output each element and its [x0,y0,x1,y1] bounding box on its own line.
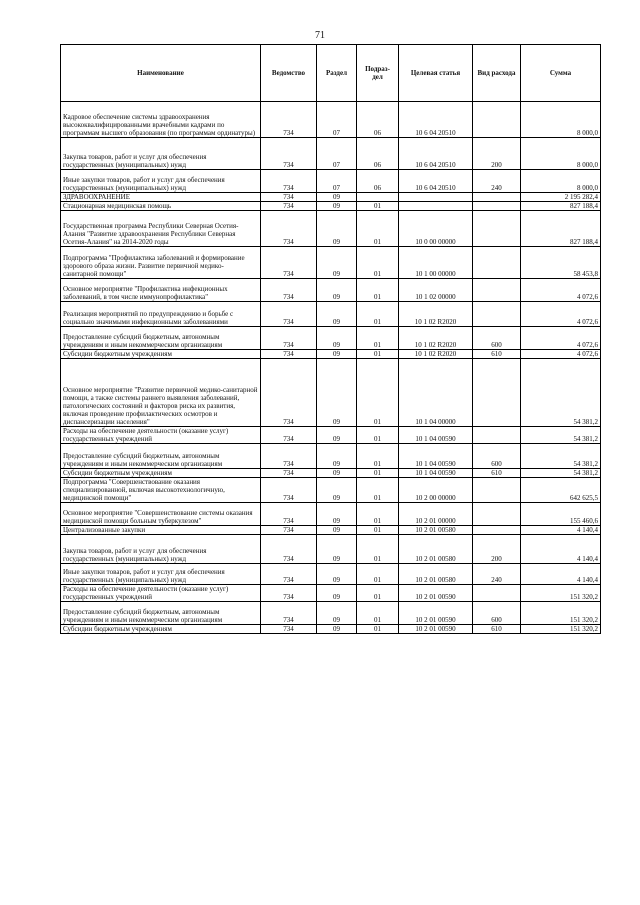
row-section: 09 [317,350,357,359]
row-subsection: 01 [357,327,399,350]
row-name: Кадровое обеспечение системы здравоохранения высококвалифицированными врачебными кадрами по программам высшего образования (по программам ординатуры) [61,102,261,138]
row-expense-type: 200 [473,138,521,170]
table-header-row [61,45,601,102]
row-name: Иные закупки товаров, работ и услуг для обеспечения государственных (муниципальных) нужд [61,564,261,585]
table-row [61,585,601,602]
row-department: 734 [261,602,317,625]
row-subsection [357,193,399,202]
row-sum: 827 188,4 [521,211,601,247]
row-expense-type [473,526,521,535]
row-subsection: 01 [357,564,399,585]
row-section: 09 [317,202,357,211]
row-department: 734 [261,202,317,211]
row-sum: 151 320,2 [521,585,601,602]
row-target-article: 10 1 04 00590 [399,444,473,469]
header-sum: Сумма [521,45,601,102]
table-row [61,564,601,585]
row-department: 734 [261,564,317,585]
row-name: Иные закупки товаров, работ и услуг для обеспечения государственных (муниципальных) нужд [61,170,261,193]
row-department: 734 [261,279,317,302]
row-expense-type: 610 [473,469,521,478]
row-sum: 54 381,2 [521,469,601,478]
table-row [61,602,601,625]
row-expense-type [473,503,521,526]
row-target-article: 10 2 01 00590 [399,625,473,634]
row-department: 734 [261,211,317,247]
row-sum: 151 320,2 [521,625,601,634]
row-subsection: 01 [357,444,399,469]
row-department: 734 [261,526,317,535]
row-expense-type [473,302,521,327]
row-department: 734 [261,478,317,503]
row-section: 09 [317,444,357,469]
header-section: Раздел [317,45,357,102]
row-subsection: 01 [357,478,399,503]
row-section: 09 [317,193,357,202]
row-section: 09 [317,427,357,444]
row-subsection: 01 [357,427,399,444]
row-expense-type: 600 [473,327,521,350]
row-name: Подпрограмма "Совершенствование оказания специализированной, включая высокотехнологичную, медицинской помощи" [61,478,261,503]
row-name: Расходы на обеспечение деятельности (оказание услуг) государственных учреждений [61,427,261,444]
row-sum: 4 140,4 [521,526,601,535]
page-number: 71 [315,30,325,41]
row-section: 09 [317,526,357,535]
row-subsection: 01 [357,302,399,327]
row-subsection: 01 [357,202,399,211]
row-section: 09 [317,478,357,503]
row-expense-type [473,193,521,202]
row-subsection: 01 [357,503,399,526]
row-target-article: 10 1 02 00000 [399,279,473,302]
row-name: Стационарная медицинская помощь [61,202,261,211]
row-section: 09 [317,279,357,302]
row-expense-type [473,478,521,503]
row-subsection: 01 [357,359,399,427]
row-section: 09 [317,602,357,625]
row-target-article: 10 1 02 R2020 [399,350,473,359]
row-target-article: 10 2 00 00000 [399,478,473,503]
row-department: 734 [261,247,317,279]
row-expense-type [473,211,521,247]
row-department: 734 [261,535,317,564]
row-department: 734 [261,193,317,202]
row-name: Основное мероприятие "Развитие первичной медико-санитарной помощи, а также системы раннего выявления заболеваний, патологических состояний и факторов риска их развития, включая проведение профилактических осмотров и диспансеризации населения" [61,359,261,427]
table-row [61,302,601,327]
row-name: Субсидии бюджетным учреждениям [61,350,261,359]
row-sum: 151 320,2 [521,602,601,625]
row-section: 09 [317,625,357,634]
row-sum: 4 072,6 [521,327,601,350]
row-subsection: 06 [357,102,399,138]
row-department: 734 [261,359,317,427]
table-row [61,444,601,469]
row-expense-type [473,202,521,211]
table-row [61,478,601,503]
row-subsection: 06 [357,138,399,170]
row-sum: 54 381,2 [521,359,601,427]
row-target-article [399,193,473,202]
header-subsection: Подраз- дел [357,45,399,102]
row-expense-type: 600 [473,602,521,625]
row-sum: 4 072,6 [521,279,601,302]
row-sum: 827 188,4 [521,202,601,211]
row-subsection: 01 [357,211,399,247]
row-section: 07 [317,138,357,170]
table-row [61,535,601,564]
row-sum: 4 140,4 [521,564,601,585]
row-target-article: 10 6 04 20510 [399,102,473,138]
row-name: Централизованные закупки [61,526,261,535]
row-subsection: 01 [357,585,399,602]
row-department: 734 [261,102,317,138]
row-target-article: 10 1 04 00590 [399,469,473,478]
row-expense-type [473,585,521,602]
row-section: 09 [317,564,357,585]
row-name: Закупка товаров, работ и услуг для обеспечения государственных (муниципальных) нужд [61,138,261,170]
table-row [61,138,601,170]
table-row [61,327,601,350]
row-target-article: 10 2 01 00580 [399,526,473,535]
row-expense-type [473,247,521,279]
row-subsection: 01 [357,247,399,279]
row-department: 734 [261,503,317,526]
row-subsection: 01 [357,625,399,634]
row-target-article: 10 6 04 20510 [399,138,473,170]
row-section: 09 [317,359,357,427]
row-name: ЗДРАВООХРАНЕНИЕ [61,193,261,202]
row-sum: 642 625,5 [521,478,601,503]
row-target-article: 10 2 01 00580 [399,535,473,564]
row-name: Реализация мероприятий по предупреждению и борьбе с социально значимыми инфекционными заболеваниями [61,302,261,327]
row-name: Предоставление субсидий бюджетным, автономным учреждениям и иным некоммерческим организациям [61,602,261,625]
row-expense-type: 610 [473,350,521,359]
row-target-article: 10 1 02 R2020 [399,327,473,350]
budget-table [60,44,601,634]
row-expense-type: 240 [473,170,521,193]
row-target-article: 10 1 04 00590 [399,427,473,444]
row-target-article: 10 2 01 00590 [399,585,473,602]
row-department: 734 [261,138,317,170]
row-name: Закупка товаров, работ и услуг для обеспечения государственных (муниципальных) нужд [61,535,261,564]
table-row [61,427,601,444]
row-expense-type: 610 [473,625,521,634]
table-row [61,503,601,526]
row-department: 734 [261,469,317,478]
row-name: Субсидии бюджетным учреждениям [61,469,261,478]
header-target-article: Целевая статья [399,45,473,102]
row-subsection: 01 [357,526,399,535]
table-row [61,625,601,634]
row-target-article: 10 1 04 00000 [399,359,473,427]
row-department: 734 [261,170,317,193]
row-section: 09 [317,469,357,478]
row-target-article: 10 6 04 20510 [399,170,473,193]
row-section: 09 [317,327,357,350]
row-sum: 4 072,6 [521,350,601,359]
row-subsection: 01 [357,535,399,564]
row-section: 09 [317,247,357,279]
row-sum: 54 381,2 [521,444,601,469]
table-row [61,350,601,359]
row-expense-type [473,102,521,138]
row-target-article: 10 0 00 00000 [399,211,473,247]
row-sum: 2 195 282,4 [521,193,601,202]
row-sum: 4 072,6 [521,302,601,327]
row-section: 09 [317,503,357,526]
header-expense-type: Вид расхода [473,45,521,102]
row-sum: 8 000,0 [521,138,601,170]
row-sum: 8 000,0 [521,102,601,138]
table-row [61,279,601,302]
row-target-article: 10 1 00 00000 [399,247,473,279]
row-target-article: 10 2 01 00580 [399,564,473,585]
row-name: Предоставление субсидий бюджетным, автономным учреждениям и иным некоммерческим организациям [61,327,261,350]
table-row [61,202,601,211]
header-name: Наименование [61,45,261,102]
row-subsection: 06 [357,170,399,193]
row-expense-type: 240 [473,564,521,585]
row-target-article: 10 1 02 R2020 [399,302,473,327]
row-name: Расходы на обеспечение деятельности (оказание услуг) государственных учреждений [61,585,261,602]
table-row [61,359,601,427]
row-target-article [399,202,473,211]
row-section: 09 [317,585,357,602]
row-department: 734 [261,302,317,327]
row-name: Основное мероприятие "Совершенствование системы оказания медицинской помощи больным туберкулезом" [61,503,261,526]
row-department: 734 [261,427,317,444]
row-section: 07 [317,170,357,193]
row-target-article: 10 2 01 00590 [399,602,473,625]
row-name: Субсидии бюджетным учреждениям [61,625,261,634]
row-department: 734 [261,327,317,350]
row-sum: 58 453,8 [521,247,601,279]
row-expense-type: 200 [473,535,521,564]
row-sum: 155 460,6 [521,503,601,526]
row-subsection: 01 [357,469,399,478]
row-subsection: 01 [357,602,399,625]
table-row [61,211,601,247]
table-row [61,469,601,478]
row-name: Государственная программа Республики Северная Осетия-Алания "Развитие здравоохранения Республики Северная Осетия-Алания" на 2014-2020 годы [61,211,261,247]
row-name: Основное мероприятие "Профилактика инфекционных заболеваний, в том числе иммунопрофилактика" [61,279,261,302]
table-row [61,193,601,202]
row-subsection: 01 [357,279,399,302]
row-sum: 54 381,2 [521,427,601,444]
row-department: 734 [261,444,317,469]
row-expense-type [473,279,521,302]
table-row [61,526,601,535]
row-department: 734 [261,625,317,634]
row-sum: 4 140,4 [521,535,601,564]
row-section: 09 [317,211,357,247]
table-row [61,170,601,193]
row-expense-type [473,359,521,427]
row-subsection: 01 [357,350,399,359]
row-expense-type: 600 [473,444,521,469]
row-expense-type [473,427,521,444]
row-name: Предоставление субсидий бюджетным, автономным учреждениям и иным некоммерческим организациям [61,444,261,469]
row-department: 734 [261,585,317,602]
row-name: Подпрограмма "Профилактика заболеваний и формирование здорового образа жизни. Развитие первичной медико-санитарной помощи" [61,247,261,279]
row-target-article: 10 2 01 00000 [399,503,473,526]
row-sum: 8 000,0 [521,170,601,193]
table-row [61,247,601,279]
header-department: Ведомство [261,45,317,102]
row-section: 07 [317,102,357,138]
row-section: 09 [317,302,357,327]
row-department: 734 [261,350,317,359]
row-section: 09 [317,535,357,564]
table-row [61,102,601,138]
